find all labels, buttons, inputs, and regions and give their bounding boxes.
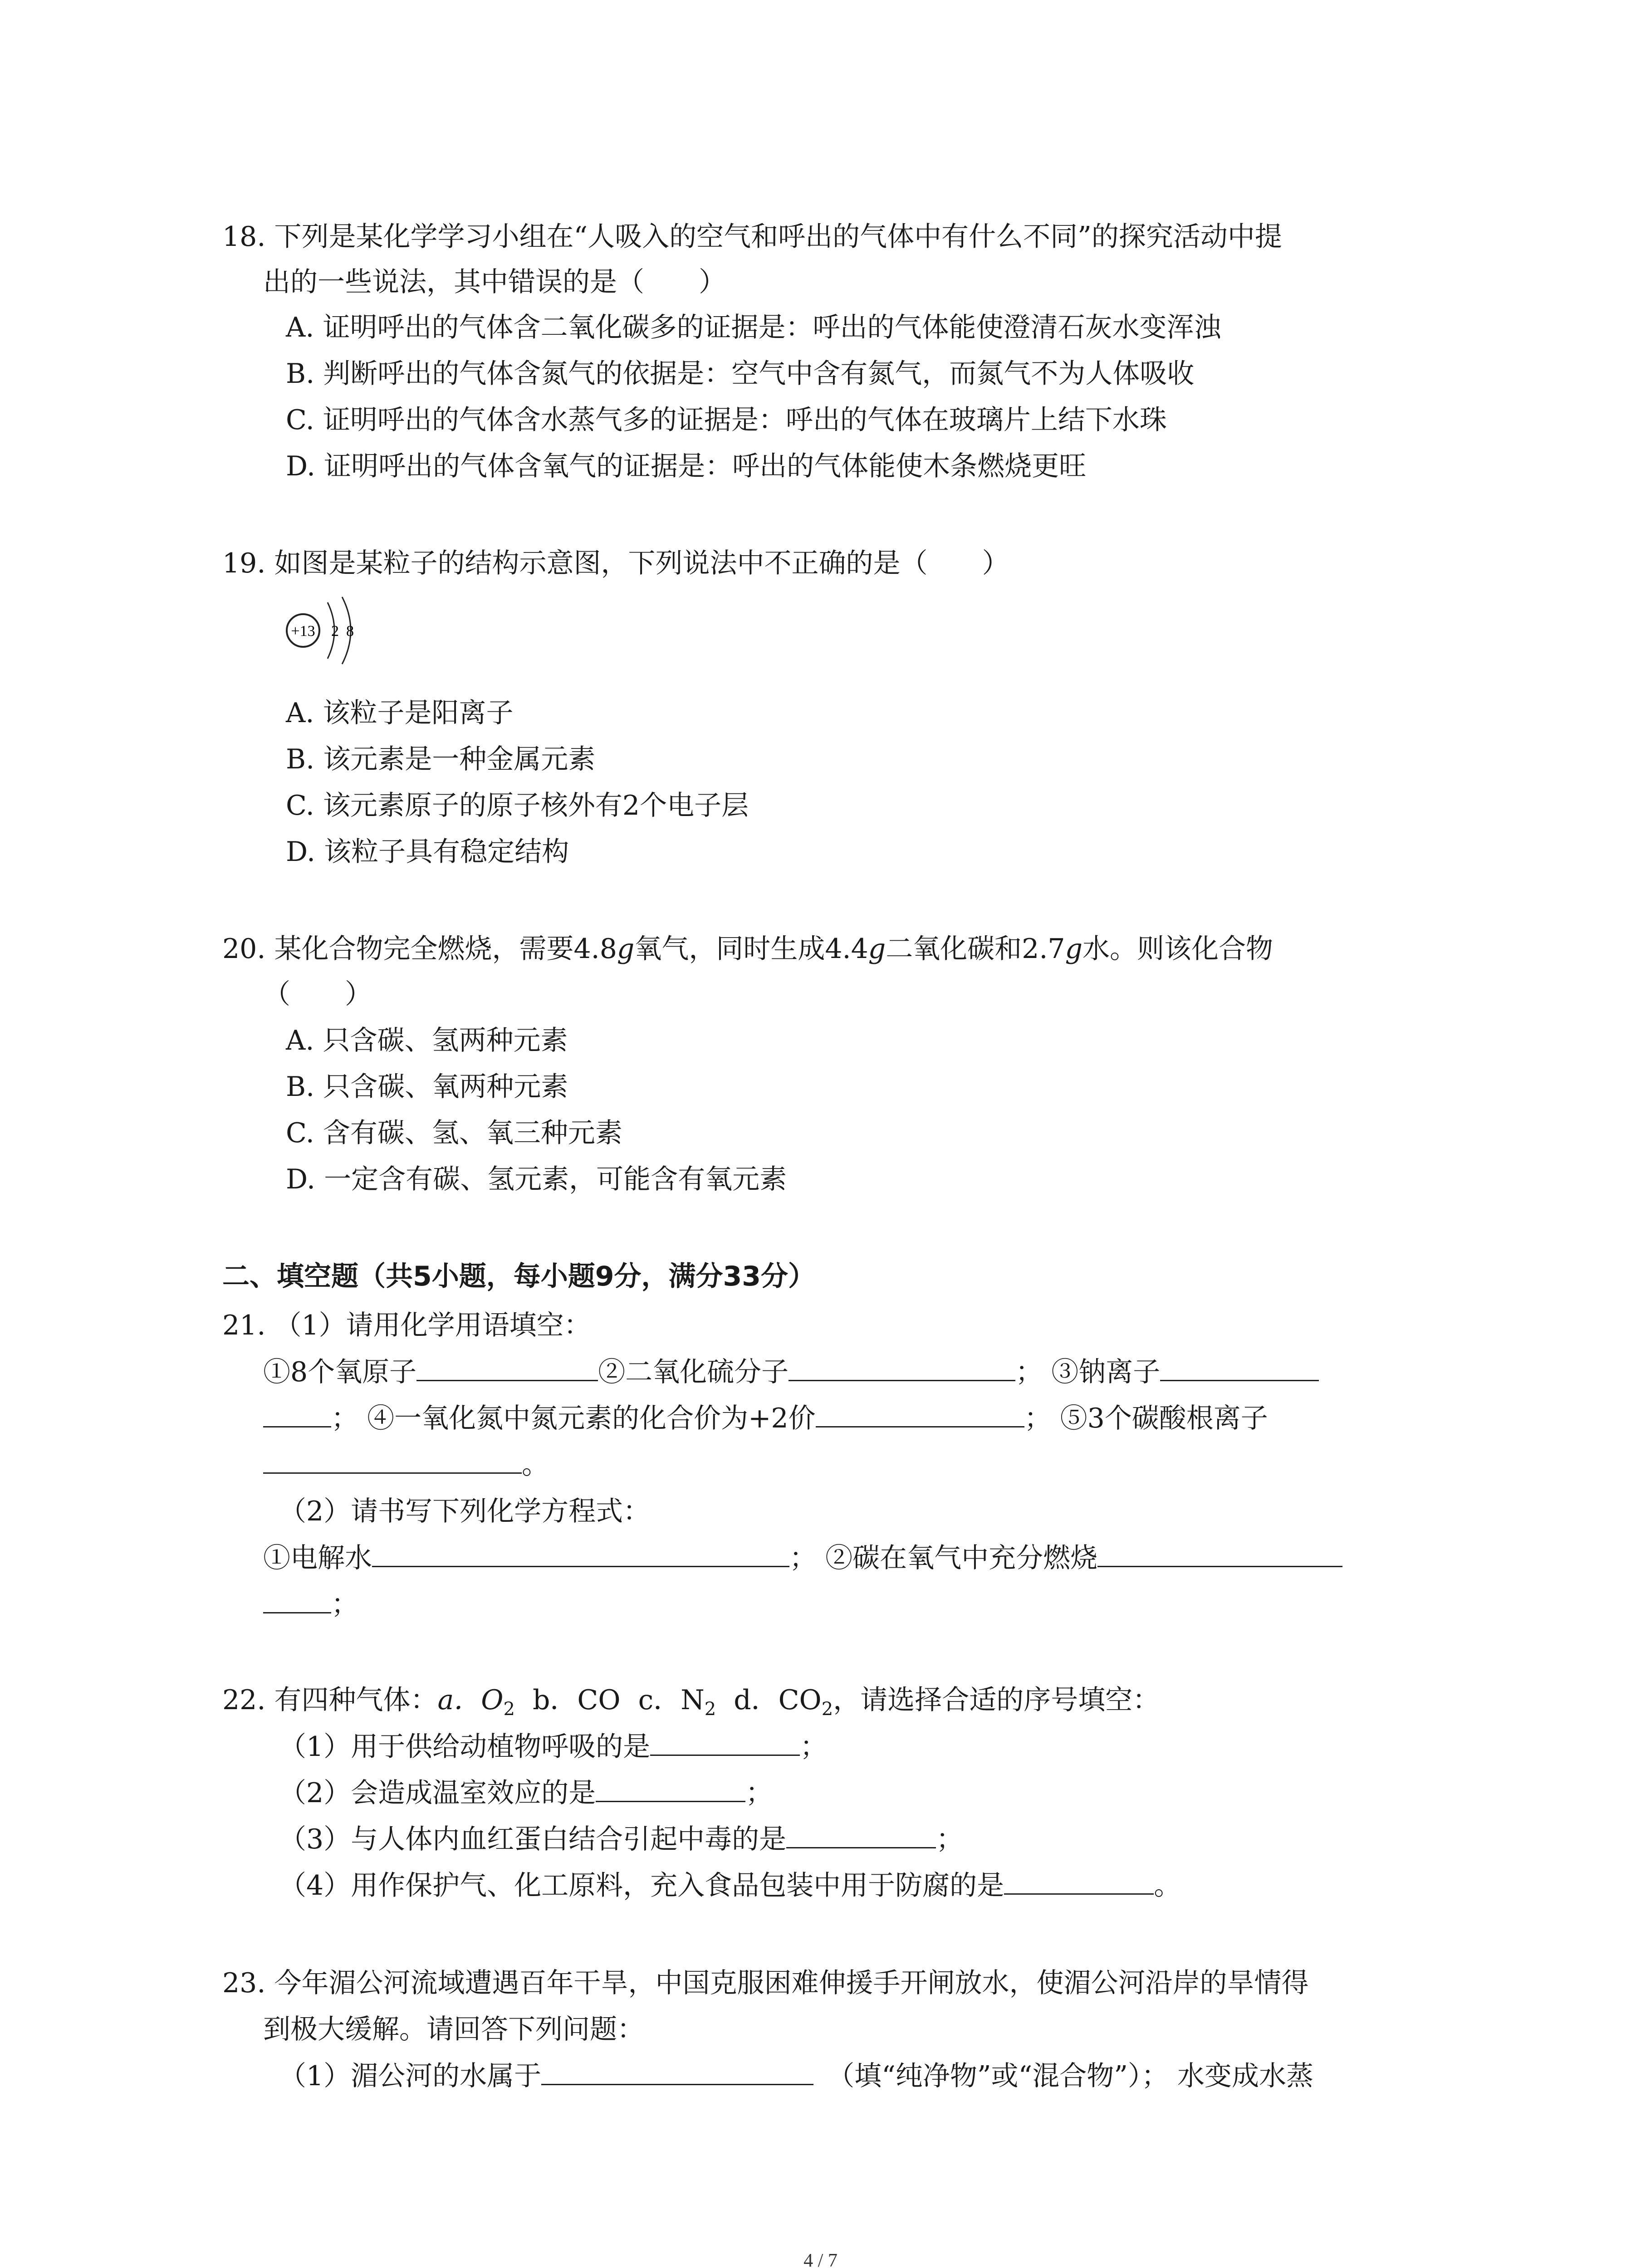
q22-item-4: （4）用作保护气、化工原料，充入食品包装中用于防腐的是 。 — [279, 1866, 1181, 1905]
q20-option-b: B. 只含碳、氧两种元素 — [286, 1071, 568, 1103]
q20-option-c: C. 含有碳、氢、氧三种元素 — [286, 1117, 622, 1149]
answer-blank[interactable] — [786, 1820, 936, 1848]
answer-blank[interactable] — [541, 2057, 813, 2085]
q20-option-a: A. 只含碳、氢两种元素 — [286, 1025, 568, 1056]
answer-blank[interactable] — [263, 1585, 331, 1613]
q23-stem-line2: 到极大缓解。请回答下列问题： — [263, 2014, 644, 2045]
q18-option-b: B. 判断呼出的气体含氮气的依据是：空气中含有氮气，而氮气不为人体吸收 — [286, 358, 1195, 390]
answer-blank[interactable] — [789, 1353, 1015, 1381]
q21-line1: ①8个氧原子 ②二氧化硫分子 ； ③钠离子 — [263, 1353, 1319, 1391]
q22-item-3: （3）与人体内血红蛋白结合引起中毒的是 ； — [279, 1820, 963, 1858]
q23-line1: （1）湄公河的水属于 （填“纯净物”或“混合物”）； 水变成水蒸 — [279, 2057, 1313, 2095]
q18-option-a: A. 证明呼出的气体含二氧化碳多的证据是：呼出的气体能使澄清石灰水变浑浊 — [286, 312, 1221, 343]
q22-item-2: （2）会造成温室效应的是 ； — [279, 1774, 773, 1812]
q19-stem: 19. 如图是某粒子的结构示意图，下列说法中不正确的是（ ） — [222, 547, 1009, 579]
answer-blank[interactable] — [650, 1727, 800, 1756]
q20-stem-line1: 20. 某化合物完全燃烧，需要4.8g氧气，同时生成4.4g二氧化碳和2.7g水。则该化合物 — [222, 933, 1274, 965]
q20-option-d: D. 一定含有碳、氢元素，可能含有氧元素 — [286, 1163, 787, 1195]
answer-blank[interactable] — [372, 1539, 789, 1567]
answer-blank[interactable] — [1160, 1353, 1319, 1381]
q21-part2: （2）请书写下列化学方程式： — [279, 1496, 651, 1527]
shell-1-electrons: 2 — [331, 623, 339, 640]
shell-2-electrons: 8 — [346, 623, 354, 640]
q18-stem-line1: 18. 下列是某化学学习小组在“人吸入的空气和呼出的气体中有什么不同”的探究活动中提 — [222, 221, 1282, 253]
q21-line4: ①电解水 ； ②碳在氧气中充分燃烧 — [263, 1539, 1342, 1577]
answer-blank[interactable] — [1004, 1866, 1154, 1895]
answer-blank[interactable] — [816, 1399, 1024, 1427]
q19-option-c: C. 该元素原子的原子核外有2个电子层 — [286, 790, 749, 821]
nucleus-charge: +13 — [291, 623, 315, 640]
q23-stem-line1: 23. 今年湄公河流域遭遇百年干旱，中国克服困难伸援手开闸放水，使湄公河沿岸的旱情得 — [222, 1967, 1309, 1999]
answer-blank[interactable] — [1097, 1539, 1342, 1567]
q22-stem: 22. 有四种气体：a．$O_2$ b．CO c．$N_2$ d．$CO_2$，请选择合适的序号填空： — [222, 1684, 1160, 1720]
q22-item-1: （1）用于供给动植物呼吸的是 ； — [279, 1727, 827, 1766]
answer-blank[interactable] — [263, 1445, 522, 1474]
answer-blank[interactable] — [263, 1399, 331, 1427]
page-number: 4 / 7 — [803, 2250, 838, 2268]
q21-line3: 。 — [263, 1445, 549, 1484]
q18-option-d: D. 证明呼出的气体含氧气的证据是：呼出的气体能使木条燃烧更旺 — [286, 450, 1087, 482]
q21-stem: 21. （1）请用化学用语填空： — [222, 1310, 591, 1341]
answer-blank[interactable] — [596, 1774, 745, 1802]
q19-option-d: D. 该粒子具有稳定结构 — [286, 836, 569, 868]
section-title: 二、填空题（共5小题，每小题9分，满分33分） — [222, 1261, 815, 1292]
q20-stem-line2: （ ） — [263, 978, 372, 1010]
q21-line2: ； ④一氧化氮中氮元素的化合价为+2价 ； ⑤3个碳酸根离子 — [263, 1399, 1268, 1437]
answer-blank[interactable] — [416, 1353, 598, 1381]
q19-option-b: B. 该元素是一种金属元素 — [286, 743, 596, 775]
q18-option-c: C. 证明呼出的气体含水蒸气多的证据是：呼出的气体在玻璃片上结下水珠 — [286, 404, 1167, 436]
atom-structure-diagram — [286, 594, 377, 667]
q19-option-a: A. 该粒子是阳离子 — [286, 697, 514, 729]
q21-line5: ； — [263, 1585, 358, 1623]
q18-stem-line2: 出的一些说法，其中错误的是（ ） — [263, 266, 726, 298]
